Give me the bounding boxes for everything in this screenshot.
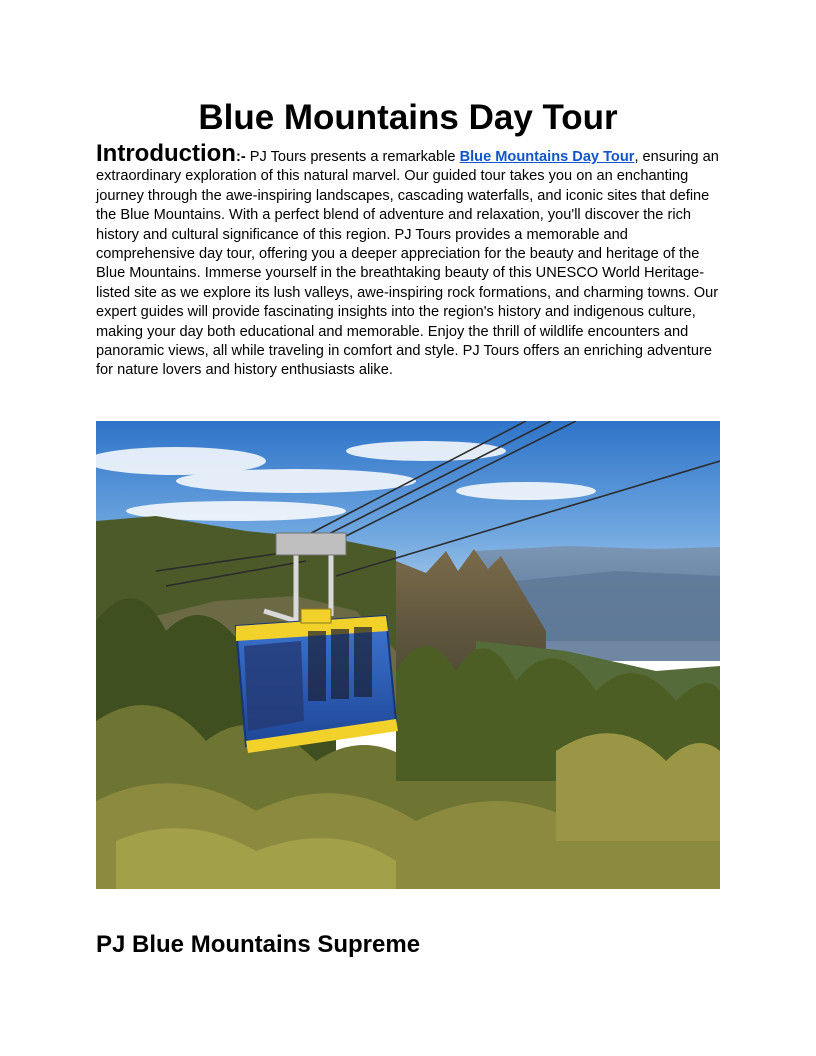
intro-heading: Introduction bbox=[96, 140, 236, 167]
intro-section bbox=[96, 142, 720, 381]
cable-car bbox=[236, 609, 398, 753]
section-heading: PJ Blue Mountains Supreme bbox=[96, 931, 421, 958]
intro-text-before-link: PJ Tours presents a remarkable bbox=[245, 149, 460, 165]
intro-paragraph bbox=[96, 142, 720, 381]
intro-separator: :- bbox=[235, 149, 246, 165]
page-title: Blue Mountains Day Tour bbox=[198, 98, 618, 137]
scenic-railway-cable-car-photo bbox=[96, 421, 720, 889]
blue-mountains-day-tour-link[interactable]: Blue Mountains Day Tour bbox=[459, 149, 635, 165]
middle-range bbox=[516, 571, 720, 661]
intro-text-body: , ensuring an extraordinary exploration of this natural marvel. Our guided tour takes you on an enchanting journey through the awe-inspiring landscapes, cascading waterfalls, and iconic sites that define the Blue Mountains. With a perfect blend of adventure and relaxation, you'll discover the rich history and cultural significance of this region. PJ Tours provides a memorable and comprehensive day tour, offering you a deeper appreciation for the beauty and heritage of the Blue Mountains. Immerse yourself in the breathtaking beauty of this UNESCO World Heritage-listed site as we explore its lush valleys, awe-inspiring rock formations, and charming towns. Our expert guides will provide fascinating insights into the region's history and indigenous culture, making your day both educational and memorable. Enjoy the thrill of wildlife encounters and panoramic views, all while traveling in comfort and style. PJ Tours offers an enriching adventure for nature lovers and history enthusiasts alike. bbox=[96, 149, 719, 379]
